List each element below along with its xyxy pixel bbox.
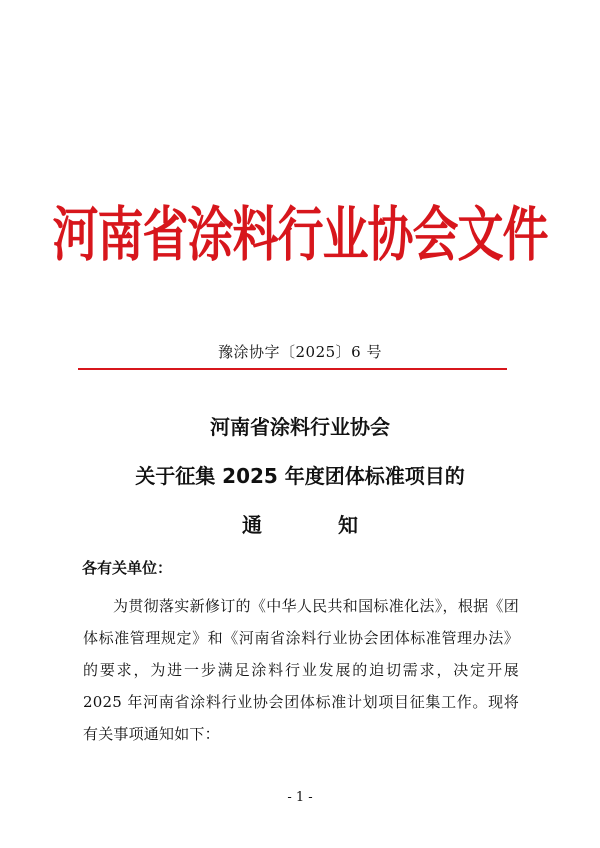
title-line-2: 关于征集 2025 年度团体标准项目的: [135, 464, 465, 488]
title-char-zhi: 知: [338, 513, 358, 537]
addressee: 各有关单位：: [82, 559, 173, 577]
title-line-1: 河南省涂料行业协会: [210, 415, 390, 439]
body-paragraph: 为贯彻落实新修订的《中华人民共和国标准化法》，根据《团体标准管理规定》和《河南省涂料行业协会团体标准管理办法》的要求，为进一步满足涂料行业发展的迫切需求，决定开展 2025 年河南省涂料行业协会团体标准计划项目征集工作。现将有关事项通知如下：: [83, 597, 519, 743]
title-char-tong: 通: [242, 513, 262, 537]
page-number: - 1 -: [287, 790, 313, 805]
org-document-header: 河南省涂料行业协会文件: [52, 199, 548, 269]
red-divider-line: [78, 368, 507, 370]
document-number: 豫涂协字〔2025〕6 号: [218, 343, 382, 361]
